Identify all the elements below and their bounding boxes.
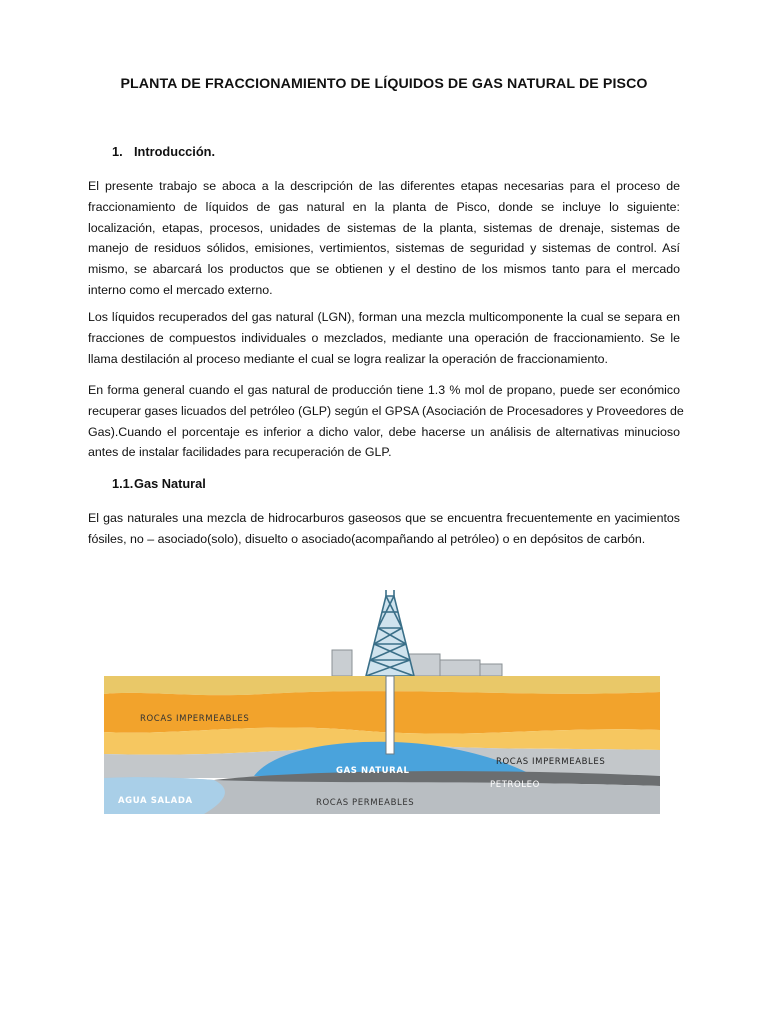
label-rocas-permeables: ROCAS PERMEABLES bbox=[316, 798, 415, 808]
impermeable-rock-layer-upper bbox=[104, 691, 660, 734]
paragraph-line: mismo, se abarcará los productos que se obtienen y el destino de los mismos tanto para el mercado bbox=[88, 262, 680, 277]
label-agua-salada: AGUA SALADA bbox=[118, 796, 193, 806]
paragraph-glp bbox=[88, 380, 684, 463]
paragraph-intro bbox=[88, 176, 680, 301]
section-title: Gas Natural bbox=[134, 476, 206, 491]
paragraph-line: interno como el mercado externo. bbox=[88, 282, 273, 297]
section-heading-introduccion bbox=[112, 144, 215, 159]
paragraph-line: En forma general cuando el gas natural de producción tiene 1.3 % mol de propano, puede ser económico bbox=[88, 383, 680, 397]
paragraph-line: antes de instalar facilidades para recuperación de GLP. bbox=[88, 445, 392, 460]
paragraph-line: localización, etapas, procesos, unidades de sistemas de la planta, sistemas de drenaje, sistemas de bbox=[88, 220, 680, 235]
section-title: Introducción. bbox=[134, 144, 216, 159]
paragraph-line: manejo de residuos sólidos, emisiones, vertimientos, sistemas de seguridad y sistemas de control. Así bbox=[88, 241, 680, 256]
document-title: PLANTA DE FRACCIONAMIENTO DE LÍQUIDOS DE GAS NATURAL DE PISCO bbox=[120, 76, 648, 92]
paragraph-line: fósiles, no – asociado(solo), disuelto o asociado(acompañando al petróleo) o en depósitos de carbón. bbox=[88, 531, 646, 546]
paragraph-line: fracciones de compuestos individuales o mezclados, mediante una operación de fraccionamiento. Se le bbox=[88, 330, 680, 345]
paragraph-line: llama destilación al proceso mediante el cual se logra realizar la operación de fraccionamiento. bbox=[88, 351, 609, 366]
label-petroleo: PETROLEO bbox=[490, 780, 540, 790]
section-number: 1.1. bbox=[112, 476, 134, 491]
label-rocas-impermeables-left: ROCAS IMPERMEABLES bbox=[140, 714, 250, 724]
label-gas-natural: GAS NATURAL bbox=[336, 766, 410, 776]
paragraph-line: El presente trabajo se aboca a la descripción de las diferentes etapas necesarias para el proceso de bbox=[88, 179, 680, 193]
paragraph-lgn bbox=[88, 307, 680, 369]
section-number: 1. bbox=[112, 144, 123, 159]
section-heading-gas-natural bbox=[112, 476, 206, 491]
gas-reservoir-diagram bbox=[104, 590, 660, 814]
paragraph-line: Gas).Cuando el porcentaje es inferior a dicho valor, debe hacerse un análisis de alternativas minucioso bbox=[88, 424, 680, 439]
paragraph-gas-natural bbox=[88, 508, 680, 550]
label-rocas-impermeables-right: ROCAS IMPERMEABLES bbox=[496, 757, 606, 767]
paragraph-line: fraccionamiento de líquidos de gas natural en la planta de Pisco, donde se incluye lo siguiente: bbox=[88, 199, 680, 214]
paragraph-line: Los líquidos recuperados del gas natural (LGN), forman una mezcla multicomponente la cual se separa en bbox=[88, 310, 680, 324]
paragraph-line: recuperar gases licuados del petróleo (GLP) según el GPSA (Asociación de Procesadores y Proveedores de bbox=[88, 403, 684, 418]
paragraph-line: El gas naturales una mezcla de hidrocarburos gaseosos que se encuentra frecuentemente en yacimientos bbox=[88, 511, 680, 525]
well-pipe bbox=[386, 676, 394, 754]
